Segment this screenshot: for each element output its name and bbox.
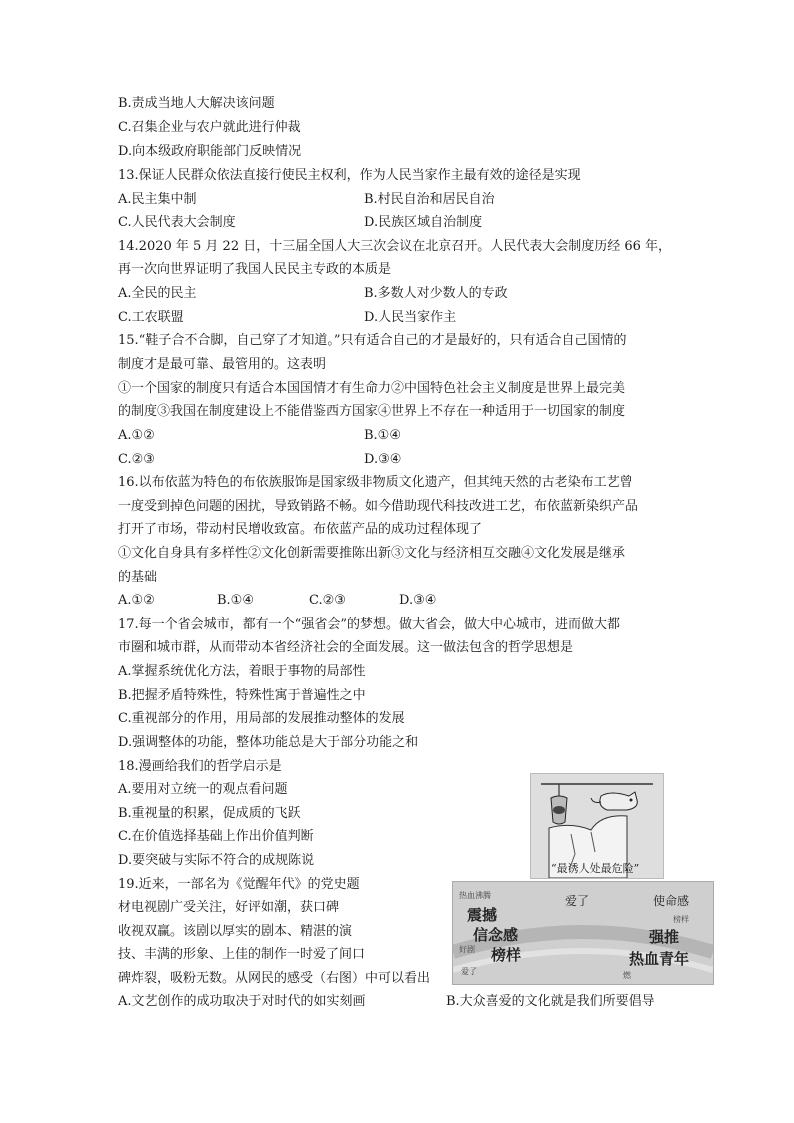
q15-option-b: B.①④ [364, 428, 401, 443]
q18-option-d: D.要突破与实际不符合的成规陈说 [118, 853, 315, 868]
q16-stem-line2: 一度受到掉色问题的困扰，导致销路不畅。如今借助现代科技改进工艺，布依蓝新染织产品 [118, 499, 639, 514]
q17-option-a: A.掌握系统优化方法，着眼于事物的局部性 [118, 664, 366, 679]
q12-option-d: D.向本级政府职能部门反映情况 [118, 144, 302, 159]
q14-stem-line1: 14.2020 年 5 月 22 日，十三届全国人大三次会议在北京召开。人民代表大会制度历经 66 年， [118, 239, 672, 254]
q14-option-b: B.多数人对少数人的专政 [364, 286, 508, 301]
q18-option-b: B.重视量的积累，促成质的飞跃 [118, 806, 301, 821]
q13-option-d: D.民族区域自治制度 [364, 215, 483, 230]
q12-option-b: B.责成当地人大解决该问题 [118, 96, 275, 111]
word-cloud-word: 震撼 [467, 906, 498, 924]
word-cloud-word: 热血沸腾 [459, 891, 491, 900]
q16-option-a: A.①② [118, 593, 155, 608]
q16-stem-line3: 打开了市场，带动村民增收致富。布依蓝产品的成功过程体现了 [118, 522, 483, 537]
q16-statements-line2: 的基础 [118, 570, 158, 585]
q13-option-c: C.人民代表大会制度 [118, 215, 236, 230]
q16-option-d: D.③④ [399, 593, 437, 608]
q16-statements-line1: ①文化自身具有多样性②文化创新需要推陈出新③文化与经济相互交融④文化发展是继承 [118, 546, 626, 561]
word-cloud-word: 爱了 [461, 967, 477, 976]
q19-stem-line3: 收视双赢。该剧以厚实的剧本、精湛的演 [118, 924, 353, 939]
q19-stem-line1: 19.近来，一部名为《觉醒年代》的党史题 [118, 877, 360, 892]
word-cloud-word: 燃 [623, 971, 631, 980]
q15-statements-line2: 的制度③我国在制度建设上不能借鉴西方国家④世界上不存在一种适用于一切国家的制度 [118, 404, 626, 419]
q18-option-c: C.在价值选择基础上作出价值判断 [118, 829, 314, 844]
q16-option-b: B.①④ [217, 593, 254, 608]
q17-stem-line2: 市圈和城市群，从而带动本省经济社会的全面发展。这一做法包含的哲学思想是 [118, 640, 574, 655]
q19-stem-line4: 技、丰满的形象、上佳的制作一时爱了间口 [118, 947, 366, 962]
q16-option-c: C.②③ [309, 593, 346, 608]
q14-option-d: D.人民当家作主 [364, 310, 457, 325]
word-cloud-word: 爱了 [565, 894, 590, 908]
q19-option-b: B.大众喜爱的文化就是我们所要倡导 [446, 994, 655, 1009]
q12-option-c: C.召集企业与农户就此进行仲裁 [118, 120, 301, 135]
q14-option-a: A.全民的民主 [118, 286, 197, 301]
cartoon-caption: “最诱人处最危险” [551, 862, 640, 875]
q15-stem-line1: 15.“鞋子合不合脚，自己穿了才知道。”只有适合自己的才是最好的，只有适合自己国情的 [118, 333, 627, 348]
q18-stem: 18.漫画给我们的哲学启示是 [118, 759, 282, 774]
q15-stem-line2: 制度才是最可靠、最管用的。这表明 [118, 357, 327, 372]
word-cloud-word: 好剧 [459, 945, 475, 954]
q15-option-d: D.③④ [364, 452, 402, 467]
q16-stem-line1: 16.以布依蓝为特色的布依族服饰是国家级非物质文化遗产，但其纯天然的古老染布工艺曾 [118, 475, 633, 490]
word-cloud-image [452, 881, 714, 985]
q13-option-a: A.民主集中制 [118, 192, 197, 207]
q18-option-a: A.要用对立统一的观点看问题 [118, 782, 288, 797]
word-cloud-word: 强推 [649, 928, 680, 946]
q19-stem-line5: 碑炸裂，吸粉无数。从网民的感受（右图）中可以看出 [118, 971, 431, 986]
q17-stem-line1: 17.每一个省会城市，都有一个“强省会”的梦想。做大省会，做大中心城市，进而做大都 [118, 617, 620, 632]
q19-stem-line2: 材电视剧广受关注，好评如潮，获口碑 [118, 900, 340, 915]
q15-statements-line1: ①一个国家的制度只有适合本国国情才有生命力②中国特色社会主义制度是世界上最完美 [118, 381, 626, 396]
q13-stem: 13.保证人民群众依法直接行使民主权利，作为人民当家作主最有效的途径是实现 [118, 168, 581, 183]
q14-option-c: C.工农联盟 [118, 310, 184, 325]
q15-option-c: C.②③ [118, 452, 155, 467]
q17-option-c: C.重视部分的作用，用局部的发展推动整体的发展 [118, 711, 405, 726]
word-cloud-word: 使命感 [653, 894, 690, 908]
q17-option-b: B.把握矛盾特殊性，特殊性寓于普遍性之中 [118, 688, 366, 703]
q15-option-a: A.①② [118, 428, 155, 443]
word-cloud-word: 热血青年 [629, 950, 690, 968]
q17-option-d: D.强调整体的功能，整体功能总是大于部分功能之和 [118, 735, 419, 750]
word-cloud-word: 榜样 [673, 915, 689, 924]
q14-stem-line2: 再一次向世界证明了我国人民民主专政的本质是 [118, 262, 392, 277]
word-cloud-word: 榜样 [491, 946, 522, 964]
word-cloud-word: 信念感 [473, 926, 519, 944]
q19-option-a: A.文艺创作的成功取决于对时代的如实刻画 [118, 994, 366, 1009]
q13-option-b: B.村民自治和居民自治 [364, 192, 495, 207]
